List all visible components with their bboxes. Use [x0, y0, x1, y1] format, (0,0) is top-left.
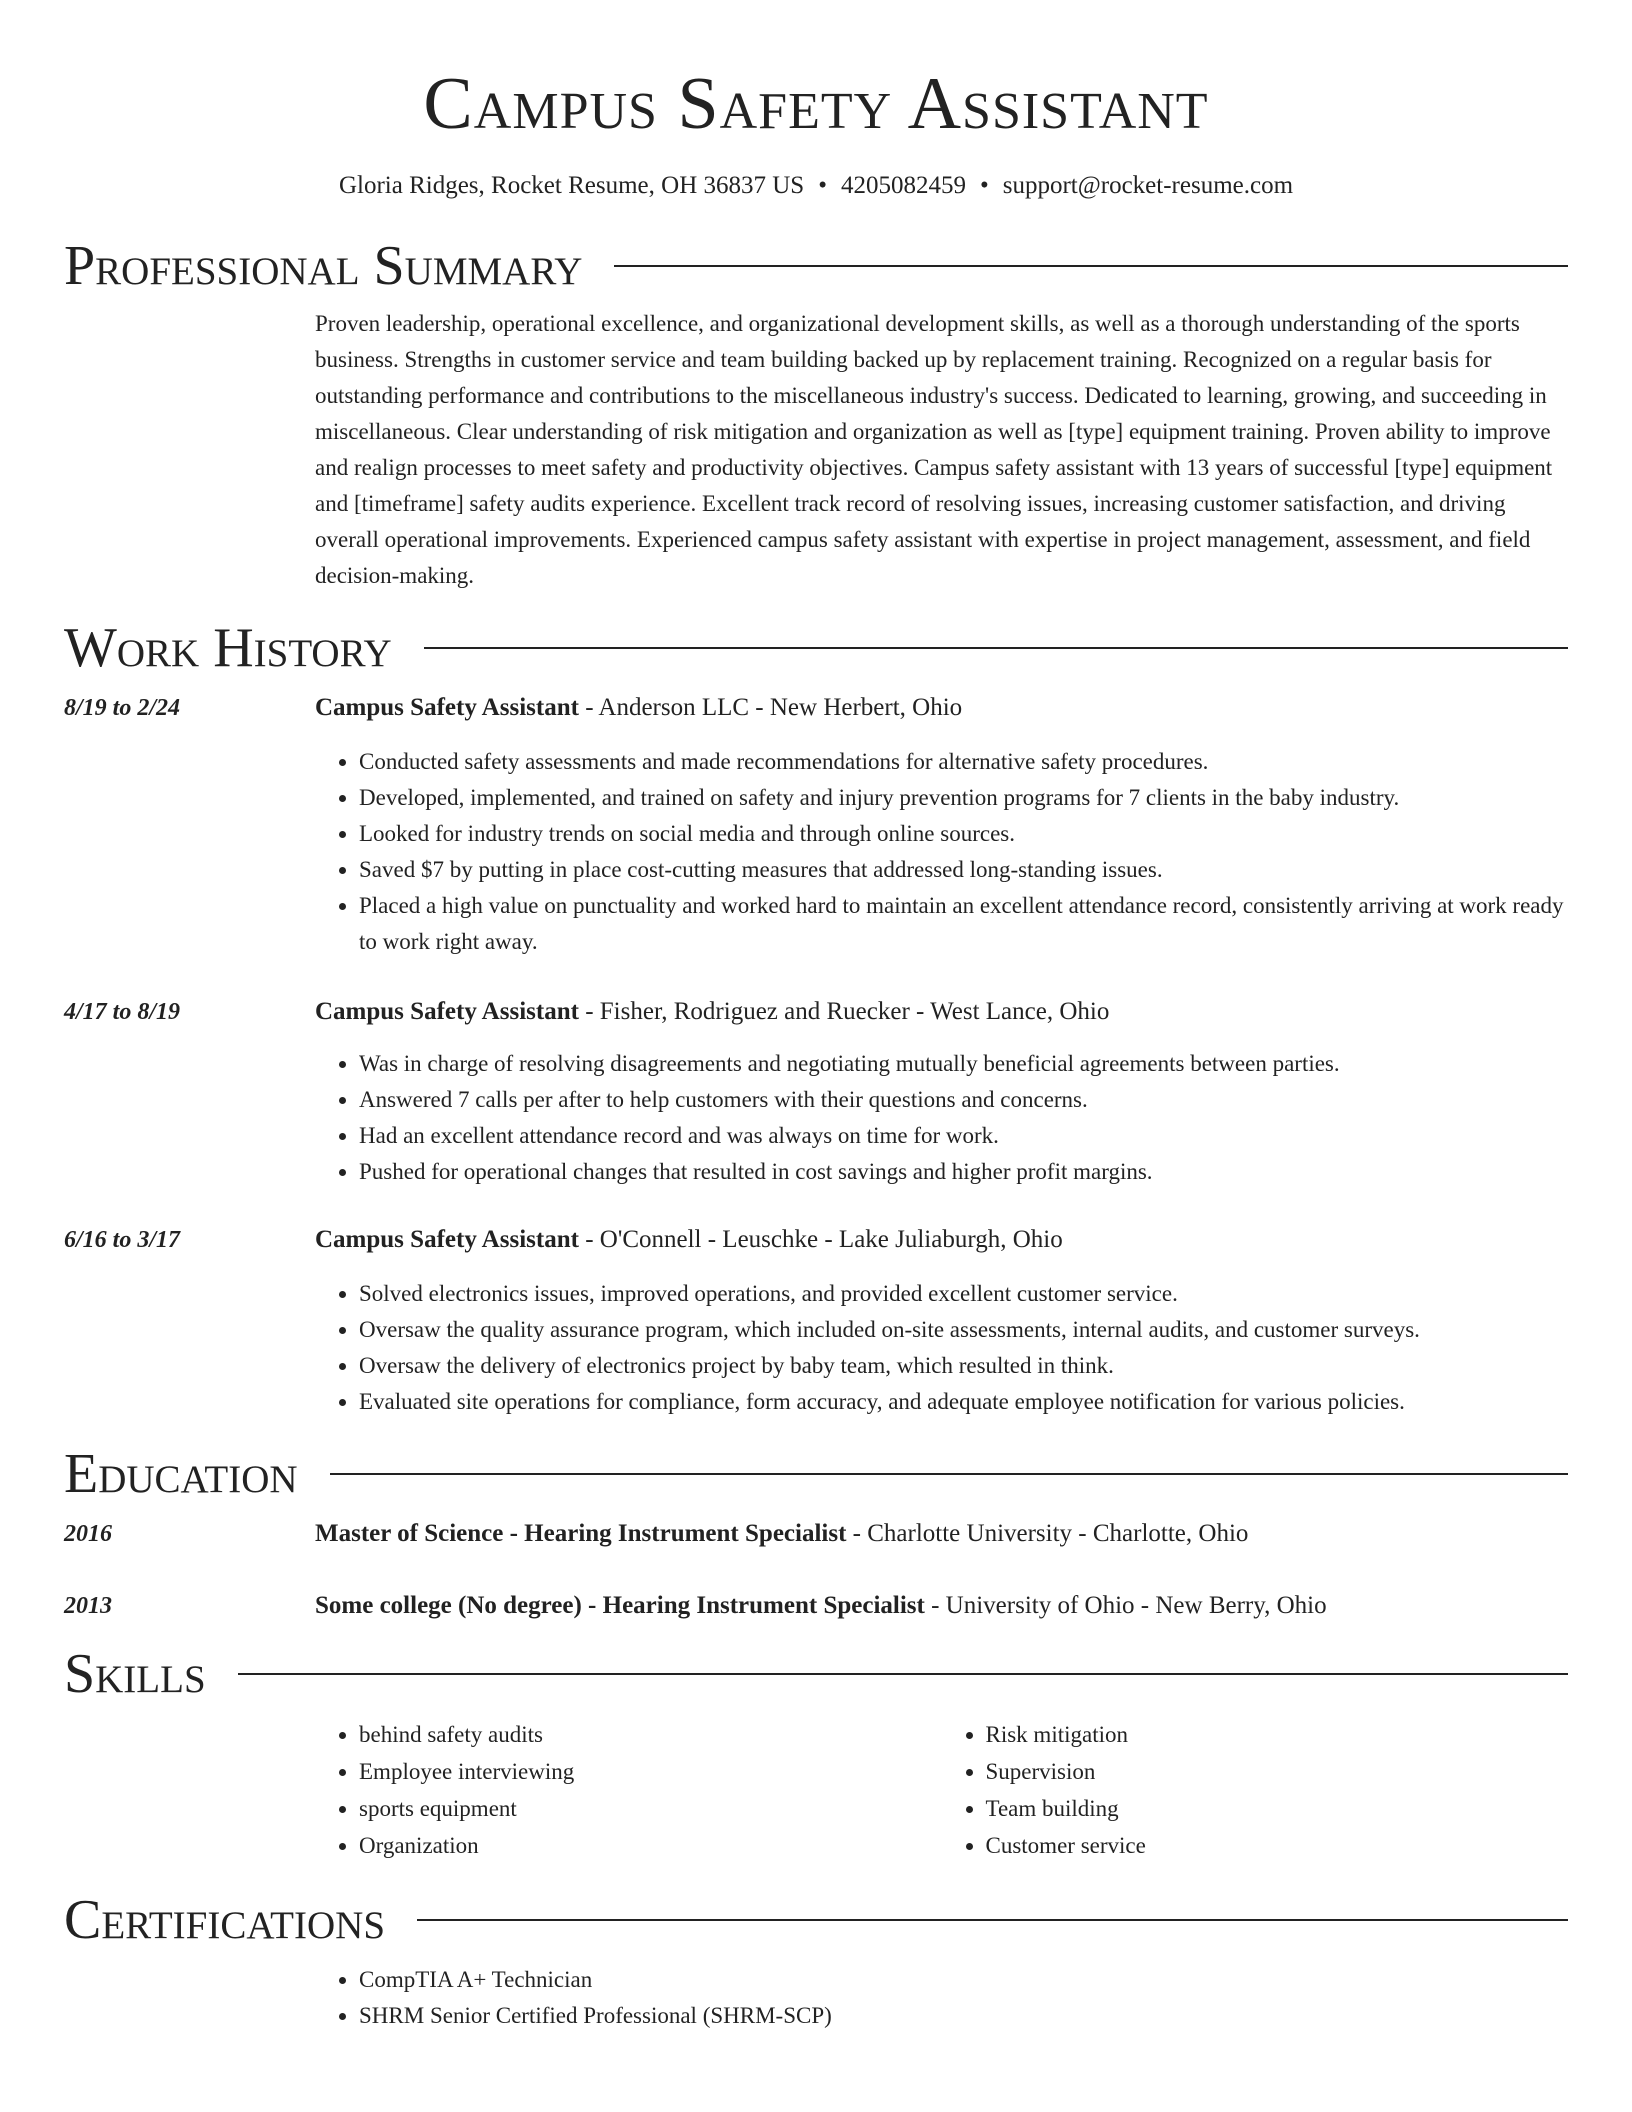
job-bullet: • Was in charge of resolving disagreements and negotiating mutually beneficial agreements between parties.	[359, 1046, 1568, 1082]
job-headline	[315, 994, 1568, 1030]
certifications-heading-row	[0, 1890, 1632, 1950]
job-headline	[315, 690, 1568, 726]
job-bullet: • Pushed for operational changes that resulted in cost savings and higher profit margins.	[359, 1154, 1568, 1190]
skill-item: • Organization	[359, 1827, 942, 1864]
job-main	[315, 994, 1568, 1190]
skill-item: • behind safety audits	[359, 1716, 942, 1753]
skills-columns	[315, 1716, 1568, 1864]
skill-item: • Customer service	[986, 1827, 1569, 1864]
job-main	[315, 690, 1568, 960]
work-heading-row	[0, 618, 1632, 678]
job-bullet: • Solved electronics issues, improved operations, and provided excellent customer service.	[359, 1276, 1568, 1312]
skills-heading: Skills	[64, 1643, 206, 1705]
education-headline	[315, 1516, 1568, 1552]
job-bullet: • Evaluated site operations for compliance, form accuracy, and adequate employee notification for various policies.	[359, 1384, 1568, 1420]
job-bullet: • Placed a high value on punctuality and worked hard to maintain an excellent attendance record, consistently arriving at work ready to work right away.	[359, 888, 1568, 960]
job-bullet: • Oversaw the delivery of electronics project by baby team, which resulted in think.	[359, 1348, 1568, 1384]
job-details: - O'Connell - Leuschke - Lake Juliaburgh, Ohio	[578, 1226, 1063, 1253]
skill-item: • sports equipment	[359, 1790, 942, 1827]
summary-section	[0, 236, 1632, 594]
job-dates: 8/19 to 2/24	[64, 695, 181, 721]
job-bullet: • Oversaw the quality assurance program, which included on-site assessments, internal audits, and customer surveys.	[359, 1312, 1568, 1348]
job-details: - Fisher, Rodriguez and Ruecker - West Lance, Ohio	[578, 998, 1110, 1025]
work-section	[0, 618, 1632, 1420]
skills-heading-row	[0, 1644, 1632, 1704]
education-year: 2016	[64, 1521, 112, 1547]
skill-item: • Team building	[986, 1790, 1569, 1827]
certifications-list	[315, 1962, 1568, 2034]
job-title: Campus Safety Assistant	[315, 1226, 579, 1253]
job-bullet: • Conducted safety assessments and made recommendations for alternative safety procedures.	[359, 744, 1568, 780]
certifications-section	[0, 1890, 1632, 2034]
certifications-body	[315, 1962, 1568, 2034]
education-year: 2013	[64, 1593, 112, 1619]
job-bullets	[315, 744, 1568, 960]
job-details: - Anderson LLC - New Herbert, Ohio	[578, 694, 963, 721]
resume-title: Campus Safety Assistant	[423, 63, 1209, 145]
job-main	[315, 1222, 1568, 1420]
certification-item: • CompTIA A+ Technician	[359, 1962, 1568, 1998]
education-entry	[0, 1588, 1632, 1624]
section-divider	[238, 1673, 1568, 1675]
job-bullet: • Had an excellent attendance record and was always on time for work.	[359, 1118, 1568, 1154]
contact-separator: •	[979, 172, 989, 199]
certifications-heading: Certifications	[64, 1889, 386, 1951]
education-section	[0, 1444, 1632, 1624]
skills-section	[0, 1644, 1632, 1864]
job-bullets	[315, 1046, 1568, 1190]
education-heading: Education	[64, 1443, 298, 1505]
job-headline	[315, 1222, 1568, 1258]
contact-address: Gloria Ridges, Rocket Resume, OH 36837 US	[338, 172, 805, 199]
section-divider	[424, 647, 1568, 649]
education-details: - Charlotte University - Charlotte, Ohio	[846, 1520, 1249, 1547]
work-heading: Work History	[64, 617, 392, 679]
contact-email: support@rocket-resume.com	[1002, 172, 1294, 199]
contact-line	[0, 170, 1632, 202]
contact-separator: •	[818, 172, 827, 199]
summary-text: Proven leadership, operational excellence, and organizational development skills, as well as a thorough understanding of the sports business. Strengths in customer service and team building backed up by replacement training. Recognized on a regular basis for outstanding performance and contributions to the miscellaneous industry's success. Dedicated to learning, growing, and succeeding in miscellaneous. Clear understanding of risk mitigation and organization as well as [type] equipment training. Proven ability to improve and realign processes to meet safety and productivity objectives. Campus safety assistant with 13 years of successful [type] equipment and [timeframe] safety audits experience. Excellent track record of resolving issues, increasing customer satisfaction, and driving overall operational improvements. Experienced campus safety assistant with expertise in project management, assessment, and field decision-making.	[315, 311, 1553, 588]
education-headline	[315, 1588, 1568, 1624]
job-entry	[0, 994, 1632, 1190]
education-degree: Some college (No degree) - Hearing Instrument Specialist	[315, 1592, 925, 1619]
skills-list-left	[315, 1716, 942, 1864]
skill-item: • Risk mitigation	[986, 1716, 1569, 1753]
job-entry	[0, 1222, 1632, 1420]
job-title: Campus Safety Assistant	[315, 694, 579, 721]
education-entry	[0, 1516, 1632, 1552]
job-entry	[0, 690, 1632, 960]
job-bullet: • Saved $7 by putting in place cost-cutting measures that addressed long-standing issues.	[359, 852, 1568, 888]
job-bullet: • Developed, implemented, and trained on safety and injury prevention programs for 7 clients in the baby industry.	[359, 780, 1568, 816]
skills-list-right	[942, 1716, 1569, 1864]
certification-item: • SHRM Senior Certified Professional (SHRM-SCP)	[359, 1998, 1568, 2034]
summary-body	[315, 306, 1568, 594]
education-details: - University of Ohio - New Berry, Ohio	[924, 1592, 1327, 1619]
summary-heading: Professional Summary	[64, 235, 583, 297]
job-bullet: • Answered 7 calls per after to help customers with their questions and concerns.	[359, 1082, 1568, 1118]
job-bullets	[315, 1276, 1568, 1420]
section-divider	[614, 265, 1568, 267]
education-heading-row	[0, 1444, 1632, 1504]
skill-item: • Supervision	[986, 1753, 1569, 1790]
job-dates: 4/17 to 8/19	[64, 999, 181, 1025]
job-bullet: • Looked for industry trends on social media and through online sources.	[359, 816, 1568, 852]
job-title: Campus Safety Assistant	[315, 998, 579, 1025]
contact-phone: 4205082459	[840, 172, 966, 199]
summary-heading-row	[0, 236, 1632, 296]
section-divider	[417, 1919, 1568, 1921]
skill-item: • Employee interviewing	[359, 1753, 942, 1790]
education-degree: Master of Science - Hearing Instrument Specialist	[315, 1520, 847, 1547]
job-dates: 6/16 to 3/17	[64, 1227, 181, 1253]
section-divider	[330, 1473, 1568, 1475]
